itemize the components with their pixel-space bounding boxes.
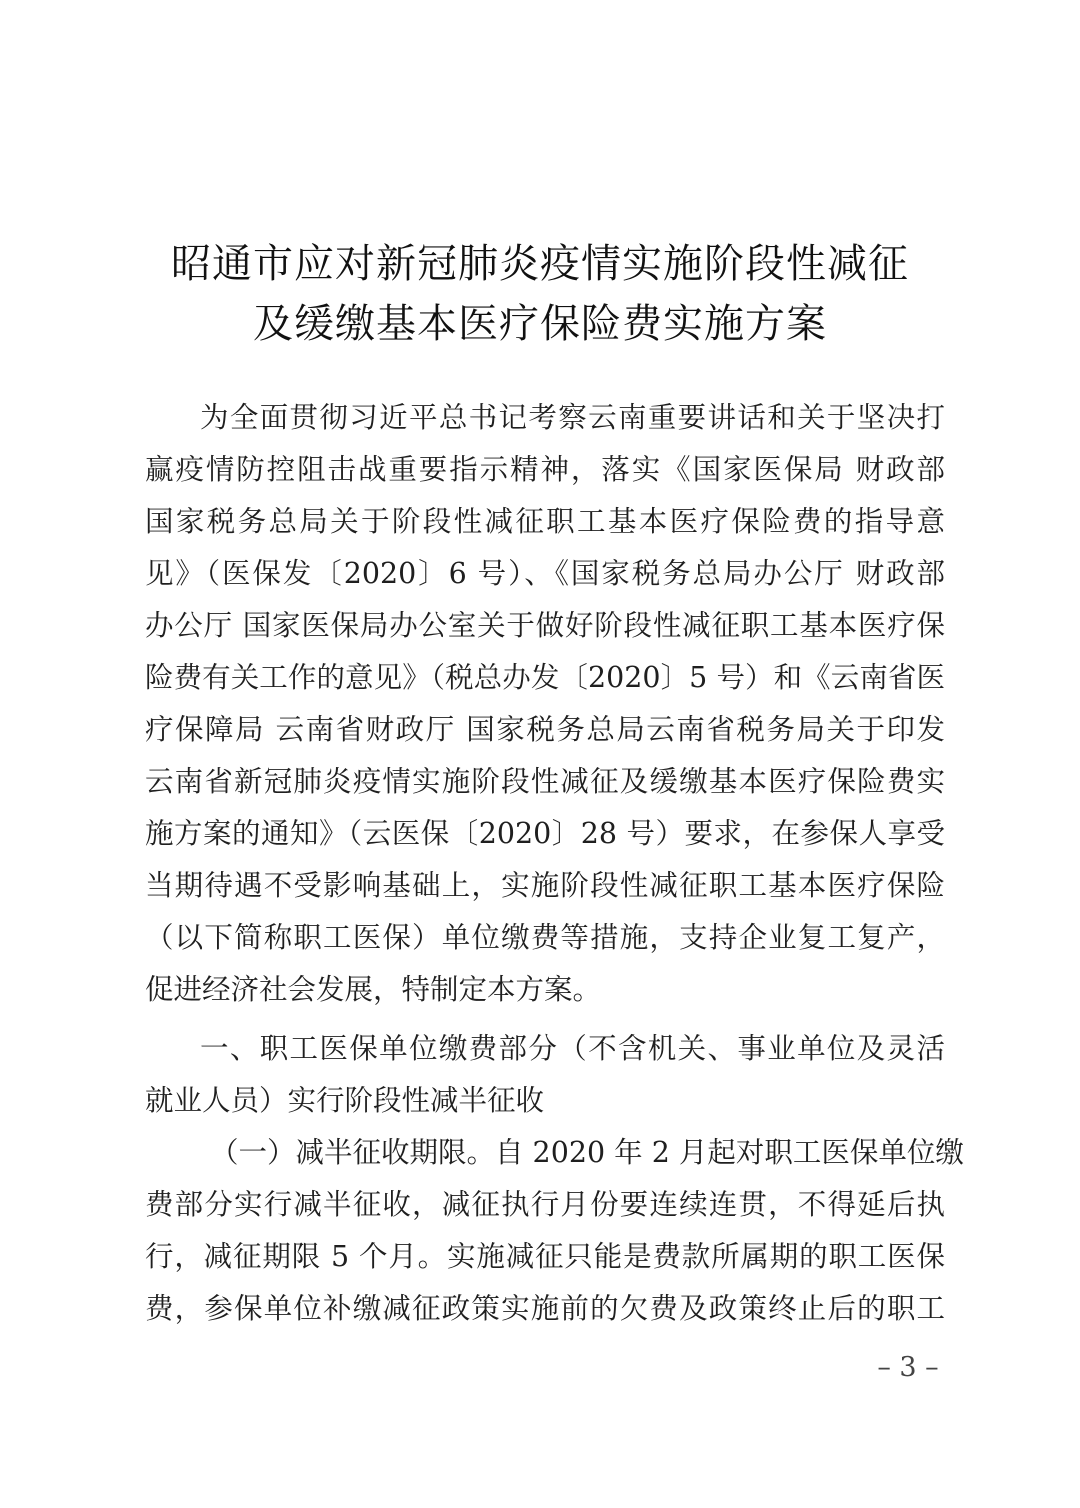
paragraph-line: 国家税务总局关于阶段性减征职工基本医疗保险费的指导意 [145, 505, 945, 538]
document-title-line-2: 及缓缴基本医疗保险费实施方案 [253, 301, 827, 347]
paragraph-line: 费部分实行减半征收，减征执行月份要连续连贯，不得延后执 [145, 1188, 945, 1221]
page-number: – 3 – [877, 1352, 939, 1383]
paragraph-line: 险费有关工作的意见》（税总办发〔2020〕5 号）和《云南省医 [145, 661, 945, 694]
paragraph-line: 云南省新冠肺炎疫情实施阶段性减征及缓缴基本医疗保险费实 [145, 765, 945, 798]
paragraph-line: 办公厅 国家医保局办公室关于做好阶段性减征职工基本医疗保 [145, 609, 945, 642]
paragraph-line: 赢疫情防控阻击战重要指示精神，落实《国家医保局 财政部 [145, 453, 945, 486]
paragraph-line: 见》（医保发〔2020〕6 号）、《国家税务总局办公厅 财政部 [145, 557, 945, 590]
paragraph-line: 行，减征期限 5 个月。实施减征只能是费款所属期的职工医保 [145, 1240, 945, 1273]
paragraph-line: 施方案的通知》（云医保〔2020〕28 号）要求，在参保人享受 [145, 817, 945, 850]
section-heading-line: 就业人员）实行阶段性减半征收 [145, 1084, 545, 1117]
section-heading-line: 一、职工医保单位缴费部分（不含机关、事业单位及灵活 [200, 1032, 945, 1065]
paragraph-line: 费，参保单位补缴减征政策实施前的欠费及政策终止后的职工 [145, 1292, 945, 1325]
paragraph-line: 为全面贯彻习近平总书记考察云南重要讲话和关于坚决打 [200, 401, 945, 434]
document-title-line-1: 昭通市应对新冠肺炎疫情实施阶段性减征 [171, 241, 909, 287]
paragraph-line: （一）减半征收期限。自 2020 年 2 月起对职工医保单位缴 [210, 1136, 964, 1169]
paragraph-line: （以下简称职工医保）单位缴费等措施，支持企业复工复产， [145, 921, 945, 954]
paragraph-line: 促进经济社会发展，特制定本方案。 [145, 973, 602, 1006]
paragraph-line: 疗保障局 云南省财政厅 国家税务总局云南省税务局关于印发 [145, 713, 945, 746]
paragraph-line: 当期待遇不受影响基础上，实施阶段性减征职工基本医疗保险 [145, 869, 945, 902]
